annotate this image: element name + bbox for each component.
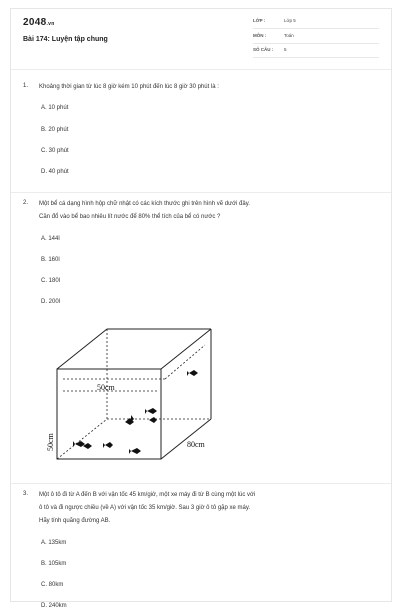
question-1-option-d[interactable]: D. 40 phút (41, 169, 69, 175)
dimension-label-right: 80cm (187, 440, 205, 449)
subject-value: Toán (284, 33, 294, 38)
box-edge (161, 419, 211, 459)
lesson-title: Bài 174: Luyện tập chung (23, 36, 108, 43)
box-edge (161, 329, 211, 369)
meta-divider (253, 57, 379, 58)
subject-label: MÔN : (253, 33, 267, 38)
fish-decorations (73, 370, 198, 454)
question-3-option-d[interactable]: D. 240km (41, 603, 67, 609)
header-divider (11, 69, 391, 70)
question-3-option-c[interactable]: C. 80km (41, 582, 64, 588)
question-2-option-a[interactable]: A. 144l (41, 236, 60, 242)
aquarium-figure (39, 319, 239, 479)
site-logo[interactable]: 2048.vn (23, 17, 55, 28)
meta-divider (253, 28, 379, 29)
question-3-option-b[interactable]: B. 105km (41, 561, 67, 567)
meta-divider (253, 43, 379, 44)
question-1-option-a[interactable]: A. 10 phút (41, 105, 69, 111)
fish-icon (145, 408, 157, 414)
question-1-text: Khoảng thời gian từ lúc 8 giờ kém 10 phút đến lúc 8 giờ 30 phút là : (39, 84, 219, 90)
fish-icon (129, 448, 141, 454)
grade-label: LỚP : (253, 18, 266, 23)
question-2-number: 2. (23, 200, 29, 206)
worksheet-page (10, 8, 392, 609)
question-2-text: Một bể cá dạng hình hộp chữ nhật có các kích thước ghi trên hình vẽ dưới đây. Cần đổ vào bể bao nhiêu lít nước để 80% thể tích của bể có nước ? (39, 201, 250, 220)
grade-value: Lớp 5 (284, 18, 296, 23)
box-edge (57, 329, 107, 369)
question-1-option-b[interactable]: B. 20 phút (41, 127, 69, 133)
question-3-text: Một ô tô đi từ A đến B với vận tốc 45 km/giờ, một xe máy đi từ B cùng một lúc với ô tô và đi ngược chiều (về A) với vận tốc 35 km/giờ. Sau 3 giờ ô tô gặp xe máy. Hãy tính quãng đường AB. (39, 492, 256, 524)
question-2-option-c[interactable]: C. 180l (41, 278, 61, 284)
question-count-label: SỐ CÂU : (253, 47, 274, 52)
question-2-option-b[interactable]: B. 160l (41, 257, 60, 263)
question-3-number: 3. (23, 491, 29, 497)
fish-icon (103, 442, 113, 448)
question-divider (11, 483, 391, 484)
question-3-option-a[interactable]: A. 135km (41, 540, 67, 546)
question-1-number: 1. (23, 83, 29, 89)
fish-icon (187, 370, 198, 376)
fish-icon (125, 415, 134, 425)
question-count-value: 5 (284, 47, 287, 52)
box-hidden-edge (57, 419, 107, 459)
dimension-label-left: 50cm (46, 433, 55, 451)
question-divider (11, 192, 391, 193)
worksheet-header (11, 9, 391, 69)
question-1-option-c[interactable]: C. 30 phút (41, 148, 69, 154)
question-2-option-d[interactable]: D. 200l (41, 299, 61, 305)
dimension-label-top: 50cm (97, 383, 115, 392)
fish-icon (149, 417, 157, 423)
